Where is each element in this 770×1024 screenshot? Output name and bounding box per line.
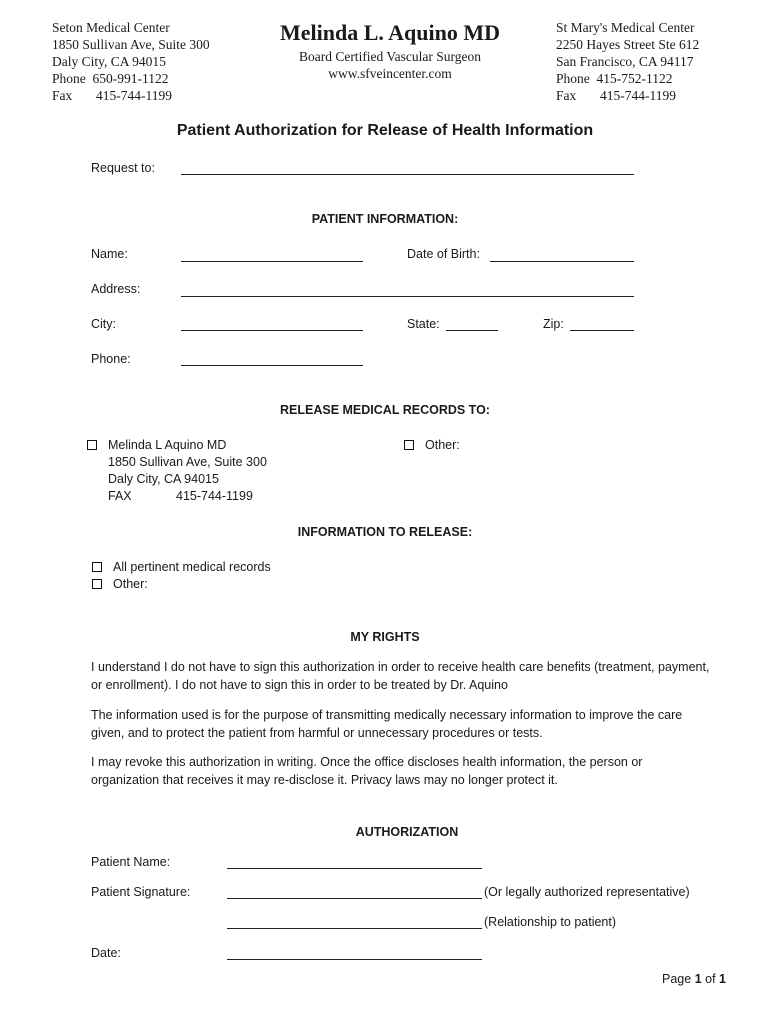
page-word: Page — [662, 972, 692, 986]
right-office-street: 2250 Hayes Street Ste 612 — [556, 37, 700, 52]
rights-paragraph-1: I understand I do not have to sign this authorization in order to receive health care benefits (treatment, payment, or enrollment). I do not have to sign this in order to be treated by Dr. Aquino — [91, 660, 710, 692]
state-field[interactable] — [446, 330, 498, 331]
release-to-doctor-street: 1850 Sullivan Ave, Suite 300 — [108, 455, 267, 469]
right-office-city: San Francisco, CA 94117 — [556, 54, 694, 69]
right-office-fax-row — [556, 87, 699, 104]
release-to-other-checkbox[interactable] — [404, 440, 414, 450]
right-office-name: St Mary's Medical Center — [556, 20, 695, 35]
phone-field[interactable] — [181, 365, 363, 366]
name-field[interactable] — [181, 261, 363, 262]
date-label: Date: — [91, 946, 121, 960]
authorization-heading: AUTHORIZATION — [355, 825, 459, 839]
release-to-doctor-name: Melinda L Aquino MD — [108, 438, 227, 452]
release-to-doctor-city: Daly City, CA 94015 — [108, 472, 219, 486]
left-office-street: 1850 Sullivan Ave, Suite 300 — [52, 37, 210, 52]
my-rights-heading: MY RIGHTS — [350, 630, 420, 644]
page-current: 1 — [694, 972, 702, 986]
patient-signature-field[interactable] — [227, 898, 482, 899]
release-to-doctor-fax-label: FAX — [108, 489, 132, 503]
city-field[interactable] — [181, 330, 363, 331]
request-to-field[interactable] — [181, 174, 634, 175]
left-office-fax-label: Fax — [52, 88, 73, 103]
dob-field[interactable] — [490, 261, 634, 262]
page-number — [662, 972, 726, 986]
release-to-doctor-checkbox[interactable] — [87, 440, 97, 450]
doctor-name: Melinda L. Aquino MD — [279, 20, 501, 45]
doctor-specialty: Board Certified Vascular Surgeon — [298, 49, 482, 64]
info-to-release-heading: INFORMATION TO RELEASE: — [297, 525, 473, 539]
other-info-label: Other: — [113, 577, 148, 591]
patient-name-field[interactable] — [227, 868, 482, 869]
zip-label: Zip: — [543, 317, 564, 331]
left-office-city: Daly City, CA 94015 — [52, 54, 166, 69]
patient-info-heading: PATIENT INFORMATION: — [311, 212, 459, 226]
right-office-phone-label: Phone — [556, 71, 590, 86]
release-to-doctor-fax-row — [108, 488, 267, 505]
release-to-heading: RELEASE MEDICAL RECORDS TO: — [280, 403, 490, 417]
relationship-note: (Relationship to patient) — [484, 915, 617, 929]
left-office-phone-label: Phone — [52, 71, 86, 86]
release-to-other-label: Other: — [425, 438, 460, 452]
left-office-name: Seton Medical Center — [52, 20, 170, 35]
relationship-field[interactable] — [227, 928, 482, 929]
state-label: State: — [407, 317, 440, 331]
left-office-phone-row — [52, 70, 210, 87]
page-of: of — [705, 972, 716, 986]
right-office-phone-row — [556, 70, 699, 87]
release-to-doctor-address — [108, 437, 267, 505]
zip-field[interactable] — [570, 330, 634, 331]
right-office-fax: 415-744-1199 — [600, 88, 676, 103]
patient-name-label: Patient Name: — [91, 855, 171, 869]
left-office-fax: 415-744-1199 — [96, 88, 172, 103]
right-office-address — [556, 19, 699, 104]
name-label: Name: — [91, 247, 128, 261]
city-label: City: — [91, 317, 116, 331]
other-info-checkbox[interactable] — [92, 579, 102, 589]
release-to-doctor-fax: 415-744-1199 — [176, 489, 253, 503]
dob-label: Date of Birth: — [407, 247, 480, 261]
representative-note: (Or legally authorized representative) — [484, 885, 690, 899]
left-office-fax-row — [52, 87, 210, 104]
address-label: Address: — [91, 282, 141, 296]
all-records-label: All pertinent medical records — [113, 560, 271, 574]
phone-label: Phone: — [91, 352, 131, 366]
rights-paragraph-3: I may revoke this authorization in writing. Once the office discloses health information, the person or organization that receives it may re-disclose it. Privacy laws may no longer protect it. — [91, 755, 643, 787]
page-total: 1 — [719, 972, 726, 986]
form-title: Patient Authorization for Release of Health Information — [176, 122, 594, 139]
left-office-address — [52, 19, 210, 104]
doctor-header — [240, 20, 540, 82]
date-field[interactable] — [227, 959, 482, 960]
doctor-website: www.sfveincenter.com — [328, 66, 452, 81]
all-records-checkbox[interactable] — [92, 562, 102, 572]
right-office-phone: 415-752-1122 — [596, 71, 673, 86]
patient-signature-label: Patient Signature: — [91, 885, 191, 899]
rights-paragraph-2: The information used is for the purpose of transmitting medically necessary information to improve the care given, and to protect the patient from harmful or unnecessary procedures or tests. — [91, 708, 683, 740]
address-field[interactable] — [181, 296, 634, 297]
left-office-phone: 650-991-1122 — [92, 71, 169, 86]
right-office-fax-label: Fax — [556, 88, 577, 103]
request-to-label: Request to: — [91, 161, 155, 175]
